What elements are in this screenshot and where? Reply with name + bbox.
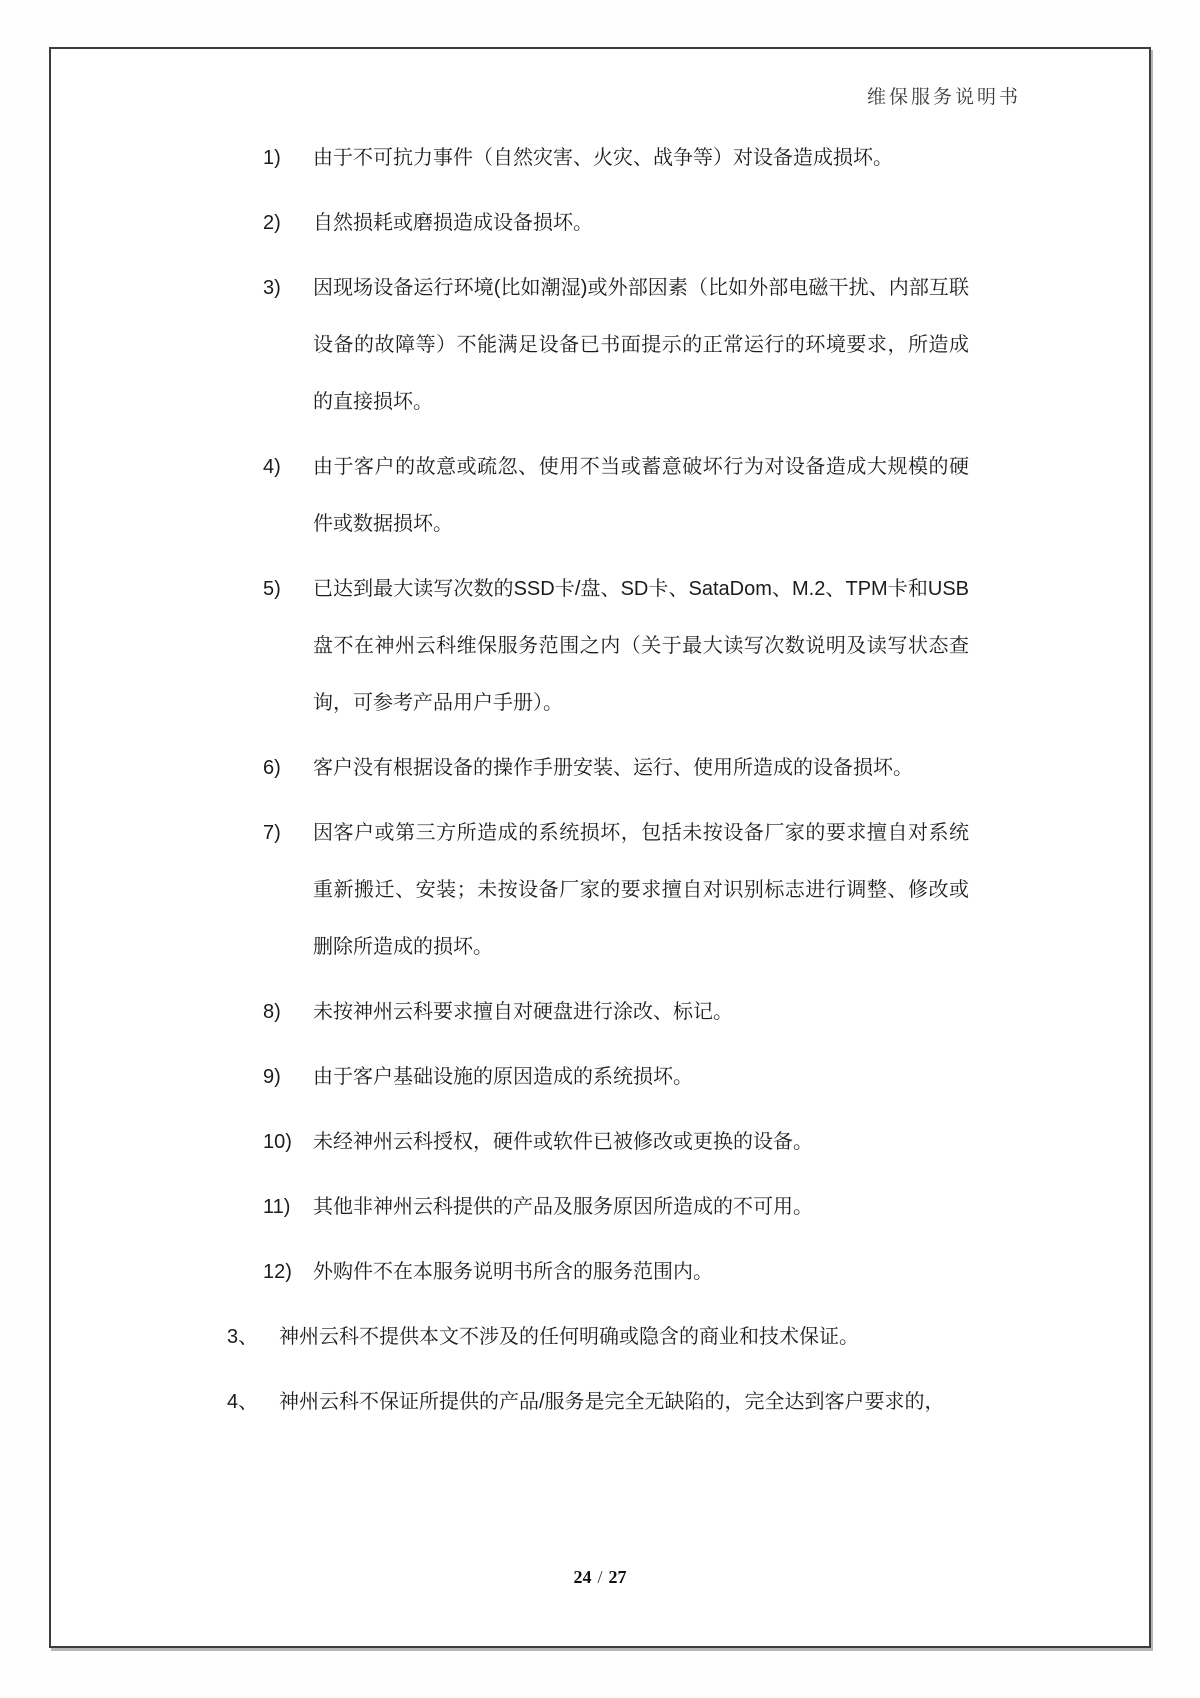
list-item-number: 6) xyxy=(263,757,281,779)
list-item-number: 7) xyxy=(263,822,281,844)
page-body xyxy=(227,130,969,1439)
list-item-text: 因客户或第三方所造成的系统损坏，包括未按设备厂家的要求擅自对系统重新搬迁、安装；未按设备厂家的要求擅自对识别标志进行调整、修改或删除所造成的损坏。 xyxy=(313,822,969,958)
list-item-text: 自然损耗或磨损造成设备损坏。 xyxy=(313,212,593,234)
list-item-number: 10) xyxy=(263,1131,292,1153)
list-item-number: 4) xyxy=(263,456,281,478)
list-item-number: 3、 xyxy=(227,1326,259,1348)
page-number-separator: / xyxy=(597,1567,603,1587)
list-item xyxy=(227,130,969,187)
list-item xyxy=(227,1114,969,1171)
list-item-text: 客户没有根据设备的操作手册安装、运行、使用所造成的设备损坏。 xyxy=(313,757,913,779)
page-number-footer xyxy=(51,1567,1149,1588)
list-item xyxy=(227,561,969,732)
list-item xyxy=(227,1309,969,1366)
list-item-text: 由于客户的故意或疏忽、使用不当或蓄意破坏行为对设备造成大规模的硬件或数据损坏。 xyxy=(313,456,969,535)
list-item-number: 11) xyxy=(263,1196,291,1218)
list-item-number: 8) xyxy=(263,1001,281,1023)
list-item xyxy=(227,805,969,976)
list-item-text: 其他非神州云科提供的产品及服务原因所造成的不可用。 xyxy=(313,1196,813,1218)
list-item xyxy=(227,260,969,431)
list-item-number: 2) xyxy=(263,212,281,234)
page-header-title: 维保服务说明书 xyxy=(866,87,1021,108)
list-item-text: 未经神州云科授权，硬件或软件已被修改或更换的设备。 xyxy=(313,1131,813,1153)
list-item xyxy=(227,1244,969,1301)
list-item-text: 因现场设备运行环境(比如潮湿)或外部因素（比如外部电磁干扰、内部互联设备的故障等）不能满足设备已书面提示的正常运行的环境要求，所造成的直接损坏。 xyxy=(313,277,969,413)
list-item-number: 4、 xyxy=(227,1391,259,1413)
list-item xyxy=(227,984,969,1041)
total-page-number: 27 xyxy=(608,1567,627,1587)
list-item xyxy=(227,1179,969,1236)
list-item-text: 神州云科不提供本文不涉及的任何明确或隐含的商业和技术保证。 xyxy=(279,1326,859,1348)
list-item xyxy=(227,1049,969,1106)
list-item-text: 已达到最大读写次数的SSD卡/盘、SD卡、SataDom、M.2、TPM卡和USB盘不在神州云科维保服务范围之内（关于最大读写次数说明及读写状态查询，可参考产品用户手册）。 xyxy=(313,578,969,714)
list-item-text: 由于不可抗力事件（自然灾害、火灾、战争等）对设备造成损坏。 xyxy=(313,147,893,169)
list-item xyxy=(227,439,969,553)
list-item-number: 5) xyxy=(263,578,281,600)
list-item-text: 未按神州云科要求擅自对硬盘进行涂改、标记。 xyxy=(313,1001,733,1023)
list-item-text: 由于客户基础设施的原因造成的系统损坏。 xyxy=(313,1066,693,1088)
list-item-text: 外购件不在本服务说明书所含的服务范围内。 xyxy=(313,1261,713,1283)
page-border-frame xyxy=(49,47,1151,1648)
list-item-number: 9) xyxy=(263,1066,281,1088)
list-item xyxy=(227,1374,969,1431)
current-page-number: 24 xyxy=(573,1567,592,1587)
list-item xyxy=(227,195,969,252)
list-item-number: 12) xyxy=(263,1261,292,1283)
list-item xyxy=(227,740,969,797)
list-item-number: 3) xyxy=(263,277,281,299)
list-item-number: 1) xyxy=(263,147,281,169)
list-item-text: 神州云科不保证所提供的产品/服务是完全无缺陷的，完全达到客户要求的， xyxy=(279,1391,945,1413)
